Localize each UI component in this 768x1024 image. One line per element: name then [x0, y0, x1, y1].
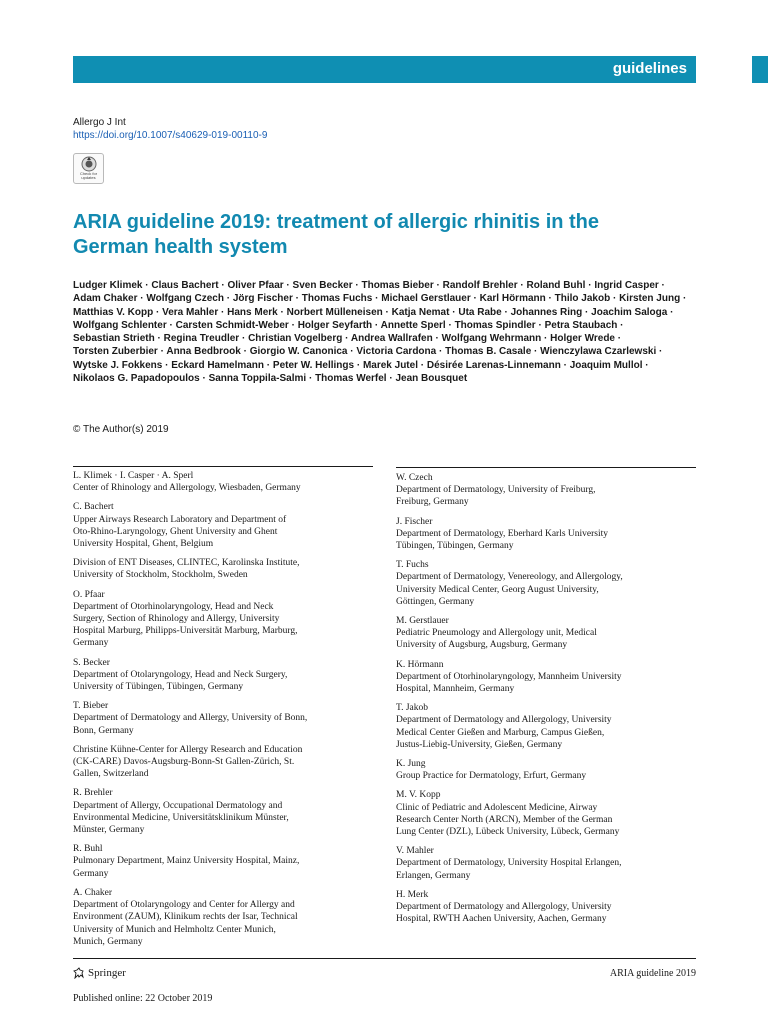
author-name: Regina Treudler: [163, 333, 240, 345]
author-separator: ·: [218, 306, 228, 318]
affiliations-right-column: [396, 472, 696, 933]
author-name: Thomas Werfel: [315, 373, 387, 385]
affiliation-authors: K. Hörmann: [396, 659, 444, 670]
affiliation-authors: R. Brehler: [73, 788, 113, 799]
author-separator: ·: [560, 359, 570, 371]
author-separator: ·: [154, 333, 164, 345]
journal-name: Allergo J Int: [73, 117, 126, 128]
author-separator: ·: [347, 346, 357, 358]
affiliation-authors: V. Mahler: [396, 846, 434, 857]
author-separator: ·: [218, 280, 228, 291]
article-title: ARIA guideline 2019: treatment of allergic rhinitis in the German health system: [73, 211, 600, 258]
author-name: Christian Vogelberg: [248, 333, 343, 345]
author-name: Eckard Hamelmann: [171, 359, 265, 371]
author-separator: ·: [223, 293, 233, 305]
affiliation-text: Department of Otolaryngology and Center for Allergy and Environment (ZAUM), Klinikum rechts der Isar, Technical University of Munich and Helmholtz Center Munich, Munich, Germany: [73, 900, 298, 947]
author-separator: ·: [642, 359, 649, 371]
affiliation-text: Department of Allergy, Occupational Dermatology and Environmental Medicine, Universitätsklinikum Münster, Münster, Germany: [73, 800, 289, 836]
author-name: Peter W. Hellings: [272, 359, 355, 371]
author-separator: ·: [354, 359, 363, 371]
author-separator: ·: [352, 280, 362, 291]
author-name: Thomas Fuchs: [301, 293, 373, 305]
publisher-name: Springer: [88, 967, 126, 979]
author-separator: ·: [372, 293, 382, 305]
author-name: Thomas Bieber: [361, 280, 434, 291]
author-name: Norbert Mülleneisen: [286, 306, 383, 318]
author-name: Hans Merk: [227, 306, 278, 318]
affiliation-block: [396, 789, 696, 838]
affiliation-text: Department of Dermatology, University of Freiburg, Freiburg, Germany: [396, 485, 596, 508]
side-tab-marker: [752, 56, 768, 83]
right-column-rule: [396, 467, 696, 468]
author-name: Jean Bousquet: [395, 373, 468, 385]
author-separator: ·: [142, 280, 152, 291]
author-name: Holger Wrede: [550, 333, 615, 345]
author-name: Sanna Toppila-Salmi: [208, 373, 307, 385]
affiliation-text: Christine Kühne-Center for Allergy Research and Education (CK-CARE) Davos-Augsburg-Bonn-St Gallen-Zürich, St. Gallen, Switzerland: [73, 744, 303, 780]
author-name: Roland Buhl: [526, 280, 586, 291]
affiliation-authors: H. Merk: [396, 889, 429, 900]
author-name: Joachim Saloga: [591, 306, 668, 318]
affiliation-text: Department of Dermatology, University Hospital Erlangen, Erlangen, Germany: [396, 858, 622, 881]
author-name: Karl Hörmann: [479, 293, 546, 305]
affiliation-block: [73, 557, 373, 581]
author-separator: ·: [545, 293, 555, 305]
affiliation-text: Department of Otorhinolaryngology, Head and Neck Surgery, Section of Rhinology and Allergy, University Hospital Marburg, Philipps-Universität Marburg, Marburg, Germany: [73, 601, 298, 649]
affiliation-authors: S. Becker: [73, 657, 110, 668]
author-name: Uta Rabe: [458, 306, 502, 318]
section-label: guidelines: [612, 60, 687, 77]
affiliation-block: [396, 559, 696, 608]
check-for-updates-badge[interactable]: [73, 153, 104, 184]
affiliation-authors: W. Czech: [396, 473, 433, 483]
author-name: Kirsten Jung: [619, 293, 681, 305]
author-name: Giorgio W. Canonica: [249, 346, 348, 358]
affiliation-authors: C. Bachert: [73, 502, 114, 513]
affiliation-block: [73, 843, 373, 880]
author-separator: ·: [658, 280, 665, 291]
author-separator: ·: [240, 346, 250, 358]
affiliation-text: Center of Rhinology and Allergology, Wiesbaden, Germany: [73, 483, 301, 494]
author-name: Holger Seyfarth: [297, 319, 373, 331]
check-for-updates-icon: [81, 156, 97, 172]
affiliation-text: Division of ENT Diseases, CLINTEC, Karolinska Institute, University of Stockholm, Stockholm, Sweden: [73, 558, 300, 581]
author-separator: ·: [239, 333, 249, 345]
affiliation-block: [396, 845, 696, 882]
affiliation-text: Pulmonary Department, Mainz University Hospital, Mainz, Germany: [73, 856, 300, 879]
journal-info: [73, 116, 267, 142]
affiliation-block: [396, 472, 696, 509]
author-name: Torsten Zuberbier: [73, 346, 158, 358]
affiliation-authors: K. Jung: [396, 759, 426, 770]
affiliation-authors: M. V. Kopp: [396, 790, 441, 801]
affiliation-block: [73, 501, 373, 550]
copyright: © The Author(s) 2019: [73, 424, 169, 435]
publisher-logo: [73, 967, 126, 979]
author-separator: ·: [585, 280, 595, 291]
affiliation-text: Clinic of Pediatric and Adolescent Medicine, Airway Research Center North (ARCN), Member of the German Lung Center (DZL), Lübeck University, Lübeck, Germany: [396, 802, 620, 838]
affiliation-text: Pediatric Pneumology and Allergology unit, Medical University of Augsburg, Augsburg, Germany: [396, 628, 597, 651]
author-name: Randolf Brehler: [442, 280, 518, 291]
author-separator: ·: [617, 319, 624, 331]
author-separator: ·: [531, 346, 541, 358]
author-separator: ·: [445, 319, 455, 331]
author-name: Thilo Jakob: [554, 293, 611, 305]
author-separator: ·: [306, 373, 316, 385]
author-separator: ·: [372, 319, 381, 331]
affiliation-text: Department of Dermatology and Allergy, University of Bonn, Bonn, Germany: [73, 713, 308, 736]
author-name: Vera Mahler: [162, 306, 219, 318]
affiliation-block: [73, 887, 373, 948]
author-name: Johannes Ring: [510, 306, 583, 318]
affiliation-text: Department of Dermatology and Allergology, University Medical Center Gießen and Marburg, Campus Gießen, Justus-Liebig-University, Gießen, Germany: [396, 715, 612, 750]
author-separator: ·: [288, 319, 298, 331]
author-separator: ·: [283, 280, 293, 291]
author-separator: ·: [667, 306, 674, 318]
author-name: Annette Sperl: [380, 319, 446, 331]
affiliation-text: Group Practice for Dermatology, Erfurt, Germany: [396, 771, 587, 782]
author-name: Anna Bedbrook: [166, 346, 241, 358]
published-date: Published online: 22 October 2019: [73, 993, 213, 1004]
author-separator: ·: [436, 346, 446, 358]
author-name: Carsten Schmidt-Weber: [175, 319, 289, 331]
author-name: Ludger Klimek: [73, 280, 143, 291]
affiliations-left-column: [73, 470, 373, 955]
author-name: Oliver Pfaar: [227, 280, 284, 291]
affiliation-authors: J. Fischer: [396, 516, 433, 527]
author-separator: ·: [264, 359, 273, 371]
author-name: Joaquim Mullol: [569, 359, 643, 371]
affiliation-authors: A. Chaker: [73, 887, 113, 898]
affiliation-block: [396, 615, 696, 652]
affiliation-text: Department of Dermatology and Allergology, University Hospital, RWTH Aachen University, Aachen, Germany: [396, 902, 612, 925]
affiliation-text: Department of Otolaryngology, Head and Neck Surgery, University of Tübingen, Tübingen, Germany: [73, 669, 288, 693]
affiliation-block: [396, 516, 696, 553]
affiliation-block: [396, 702, 696, 751]
running-title: ARIA guideline 2019: [609, 968, 696, 979]
affiliation-text: Department of Otorhinolaryngology, Mannheim University Hospital, Mannheim, Germany: [396, 671, 622, 695]
affiliation-text: Upper Airways Research Laboratory and Department of Oto-Rhino-Laryngology, Ghent University and Ghent University Hospital, Ghent, Belgium: [73, 514, 287, 550]
author-list: [73, 279, 696, 385]
affiliation-block: [73, 589, 373, 650]
author-separator: ·: [292, 293, 302, 305]
author-separator: ·: [157, 346, 167, 358]
author-separator: ·: [470, 293, 480, 305]
author-separator: ·: [417, 359, 427, 371]
author-name: Wytske J. Fokkens: [73, 359, 163, 371]
author-separator: ·: [166, 319, 176, 331]
affiliation-block: [73, 744, 373, 781]
section-banner: [73, 56, 696, 83]
author-separator: ·: [137, 293, 147, 305]
affiliation-block: [396, 889, 696, 926]
author-separator: ·: [680, 293, 687, 305]
affiliation-block: [73, 787, 373, 836]
footer-rule: [73, 958, 696, 959]
author-separator: ·: [582, 306, 592, 318]
author-separator: ·: [162, 359, 172, 371]
author-name: Claus Bachert: [151, 280, 219, 291]
author-name: Wolfgang Schlenter: [73, 319, 167, 331]
author-name: Katja Nemat: [391, 306, 450, 318]
author-separator: ·: [386, 373, 396, 385]
author-name: Sebastian Strieth: [73, 333, 155, 345]
author-separator: ·: [342, 333, 351, 345]
author-name: Désirée Larenas-Linnemann: [426, 359, 561, 371]
author-name: Wolfgang Wehrmann: [441, 333, 542, 345]
affiliation-authors: M. Gerstlauer: [396, 616, 449, 627]
author-name: Ingrid Casper: [594, 280, 659, 291]
affiliation-authors: L. Klimek · I. Casper · A. Sperl: [73, 471, 194, 481]
author-separator: ·: [517, 280, 527, 291]
author-name: Andrea Wallrafen: [350, 333, 433, 345]
affiliation-text: Department of Dermatology, Venereology, and Allergology, University Medical Center, Georg August University, Göttingen, Germany: [396, 572, 623, 607]
affiliation-authors: T. Fuchs: [396, 560, 429, 571]
author-separator: ·: [541, 333, 551, 345]
check-for-updates-label: Check for updates: [79, 171, 98, 180]
author-name: Marek Jutel: [362, 359, 418, 371]
author-separator: ·: [610, 293, 620, 305]
author-separator: ·: [199, 373, 209, 385]
doi-link[interactable]: https://doi.org/10.1007/s40629-019-00110-9: [73, 130, 268, 141]
author-separator: ·: [615, 333, 622, 345]
author-name: Thomas B. Casale: [445, 346, 532, 358]
author-name: Thomas Spindler: [454, 319, 536, 331]
author-separator: ·: [433, 280, 443, 291]
author-separator: ·: [656, 346, 663, 358]
author-separator: ·: [535, 319, 545, 331]
author-separator: ·: [432, 333, 442, 345]
affiliation-authors: T. Bieber: [73, 701, 109, 712]
author-name: Jörg Fischer: [232, 293, 293, 305]
affiliation-block: [396, 659, 696, 696]
author-name: Victoria Cardona: [356, 346, 437, 358]
left-column-rule: [73, 466, 373, 467]
affiliation-authors: O. Pfaar: [73, 589, 105, 600]
author-name: Adam Chaker: [73, 293, 138, 305]
author-separator: ·: [277, 306, 287, 318]
affiliation-block: [73, 700, 373, 737]
springer-horse-icon: [73, 967, 85, 979]
affiliation-block: [73, 470, 373, 494]
affiliation-authors: R. Buhl: [73, 844, 103, 855]
author-name: Wolfgang Czech: [146, 293, 224, 305]
author-separator: ·: [501, 306, 511, 318]
author-name: Nikolaos G. Papadopoulos: [73, 373, 200, 385]
author-separator: ·: [449, 306, 459, 318]
author-separator: ·: [382, 306, 392, 318]
affiliation-authors: T. Jakob: [396, 703, 429, 714]
author-name: Michael Gerstlauer: [381, 293, 471, 305]
author-separator: ·: [153, 306, 163, 318]
author-name: Sven Becker: [292, 280, 353, 291]
author-name: Matthias V. Kopp: [73, 306, 154, 318]
author-name: Petra Staubach: [544, 319, 618, 331]
author-name: Wienczylawa Czarlewski: [540, 346, 657, 358]
affiliation-block: [396, 758, 696, 782]
affiliation-text: Department of Dermatology, Eberhard Karls University Tübingen, Tübingen, Germany: [396, 528, 609, 552]
affiliation-block: [73, 657, 373, 694]
